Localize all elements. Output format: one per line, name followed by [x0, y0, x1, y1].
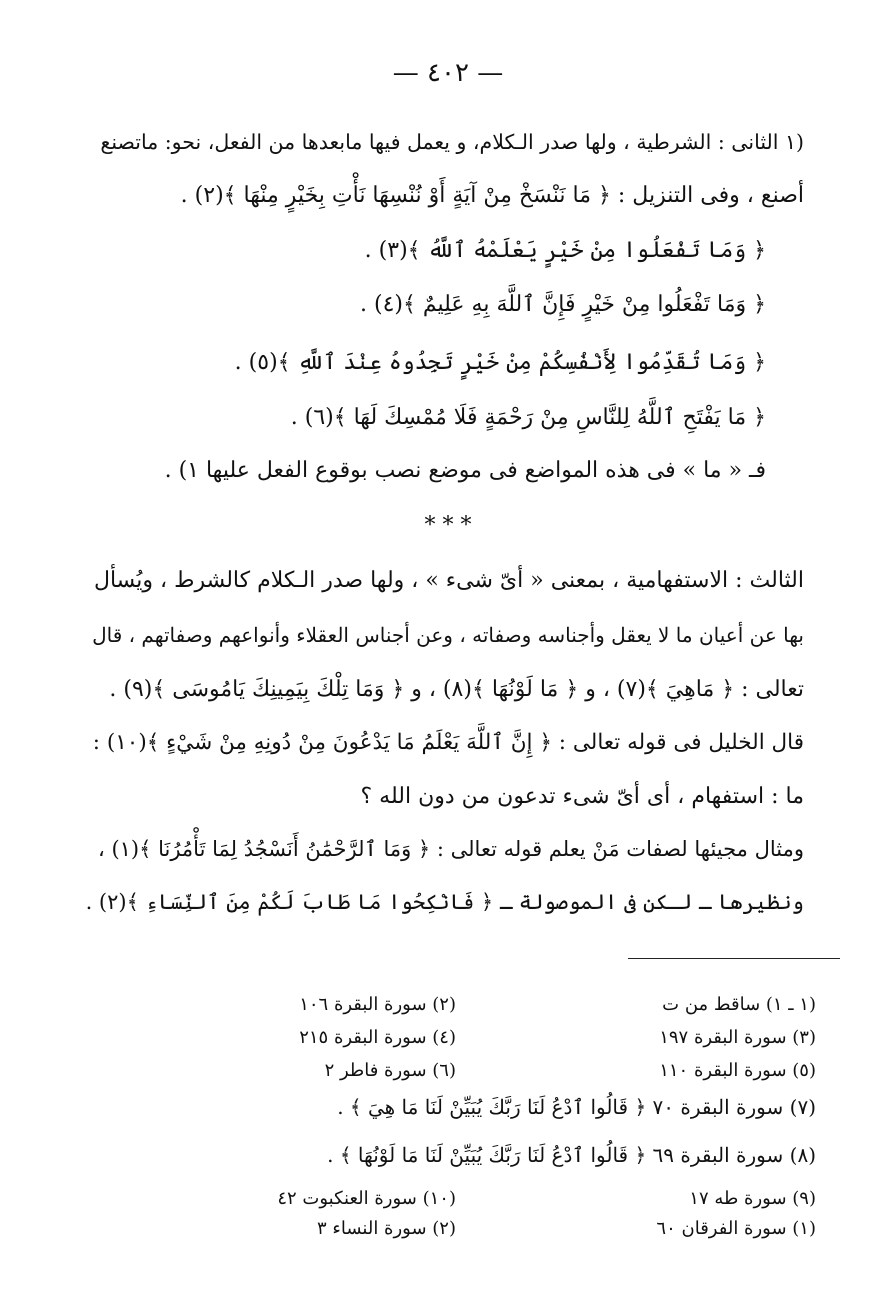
footnote: (٢) سورة النساء ٣	[317, 1218, 456, 1239]
footnote: (٩) سورة طه ١٧	[689, 1188, 816, 1209]
text-line: أصنع ، وفى التنزيل : ﴿ مَا نَنْسَخْ مِنْ آيَةٍ أَوْ نُنْسِهَا نَأْتِ بِخَيْرٍ مِنْهَا ﴾(٢) .	[180, 183, 804, 208]
section-separator: * * *	[424, 513, 472, 538]
text-line: ونظيرها ـ لـكن فى الموصولة ـ ﴿ فَانْكِحُوا مَا طَابَ لَكُمْ مِنَ ٱلنِّسَاءِ ﴾(٢) .	[85, 890, 804, 914]
text-line: قال الخليل فى قوله تعالى : ﴿ إِنَّ ٱللَّهَ يَعْلَمُ مَا يَدْعُونَ مِنْ دُونِهِ مِنْ شَيْءٍ ﴾(١٠) :	[92, 730, 804, 755]
footnote: (٣) سورة البقرة ١٩٧	[659, 1027, 816, 1048]
quran-verse-line: ﴿ مَا يَفْتَحِ ٱللَّهُ لِلنَّاسِ مِنْ رَحْمَةٍ فَلَا مُمْسِكَ لَهَا ﴾(٦) .	[290, 405, 766, 430]
text-line: ما : استفهام ، أى أىّ شىء تدعون من دون الله ؟	[360, 784, 804, 809]
footnote: (٢) سورة البقرة ١٠٦	[299, 994, 456, 1015]
footnote-divider	[628, 958, 840, 959]
text-line: (١ الثانى : الشرطية ، ولها صدر الـكلام، و يعمل فيها مابعدها من الفعل، نحو: ماتصنع	[100, 130, 804, 154]
text-line: بها عن أعيان ما لا يعقل وأجناسه وصفاته ، وعن أجناس العقلاء وأنواعهم وصفاتهم ، قال	[92, 623, 804, 647]
footnote: (١٠) سورة العنكبوت ٤٢	[277, 1188, 456, 1209]
footnote: (٨) سورة البقرة ٦٩ ﴿ قَالُوا ٱدْعُ لَنَا رَبَّكَ يُبَيِّنْ لَنَا مَا لَوْنُهَا ﴾ .	[327, 1143, 816, 1167]
quran-verse-line: ﴿ وَمَا تَفْعَلُوا مِنْ خَيْرٍ فَإِنَّ ٱللَّهَ بِهِ عَلِيمٌ ﴾(٤) .	[359, 292, 766, 317]
page-number: — ٤٠٢ —	[392, 58, 504, 88]
text-line: الثالث : الاستفهامية ، بمعنى « أىّ شىء » ، ولها صدر الـكلام كالشرط ، ويُسأل	[93, 568, 804, 593]
text-line: ومثال مجيئها لصفات مَنْ يعلم قوله تعالى : ﴿ وَمَا ٱلرَّحْمَٰنُ أَنَسْجُدُ لِمَا تَأْمُرُنَا ﴾(١) ،	[97, 837, 804, 861]
quran-verse-line: ﴿ وَمَا تَفْعَلُوا مِنْ خَيْرٍ يَعْلَمْهُ ٱللَّهُ ﴾(٣) .	[364, 238, 766, 263]
footnote: (١ ـ ١) ساقط من ت	[662, 994, 816, 1015]
footnote: (٧) سورة البقرة ٧٠ ﴿ قَالُوا ٱدْعُ لَنَا رَبَّكَ يُبَيِّنْ لَنَا مَا هِيَ ﴾ .	[337, 1095, 816, 1119]
footnote: (٤) سورة البقرة ٢١٥	[299, 1027, 456, 1048]
footnote: (١) سورة الفرقان ٦٠	[656, 1218, 816, 1239]
footnote: (٥) سورة البقرة ١١٠	[659, 1060, 816, 1081]
text-line: تعالى : ﴿ مَاهِيَ ﴾(٧) ، و ﴿ مَا لَوْنُهَا ﴾(٨) ، و ﴿ وَمَا تِلْكَ بِيَمِينِكَ يَامُوسَى ﴾(٩) .	[109, 677, 804, 702]
footnote: (٦) سورة فاطر ٢	[324, 1060, 456, 1081]
quran-verse-line: ﴿ وَمَا تُقَدِّمُوا لِأَنْفُسِكُمْ مِنْ خَيْرٍ تَجِدُوهُ عِنْدَ ٱللَّهِ ﴾(٥) .	[234, 350, 766, 375]
text-line: فـ « ما » فى هذه المواضع فى موضع نصب بوقوع الفعل عليها ١) .	[164, 458, 766, 483]
